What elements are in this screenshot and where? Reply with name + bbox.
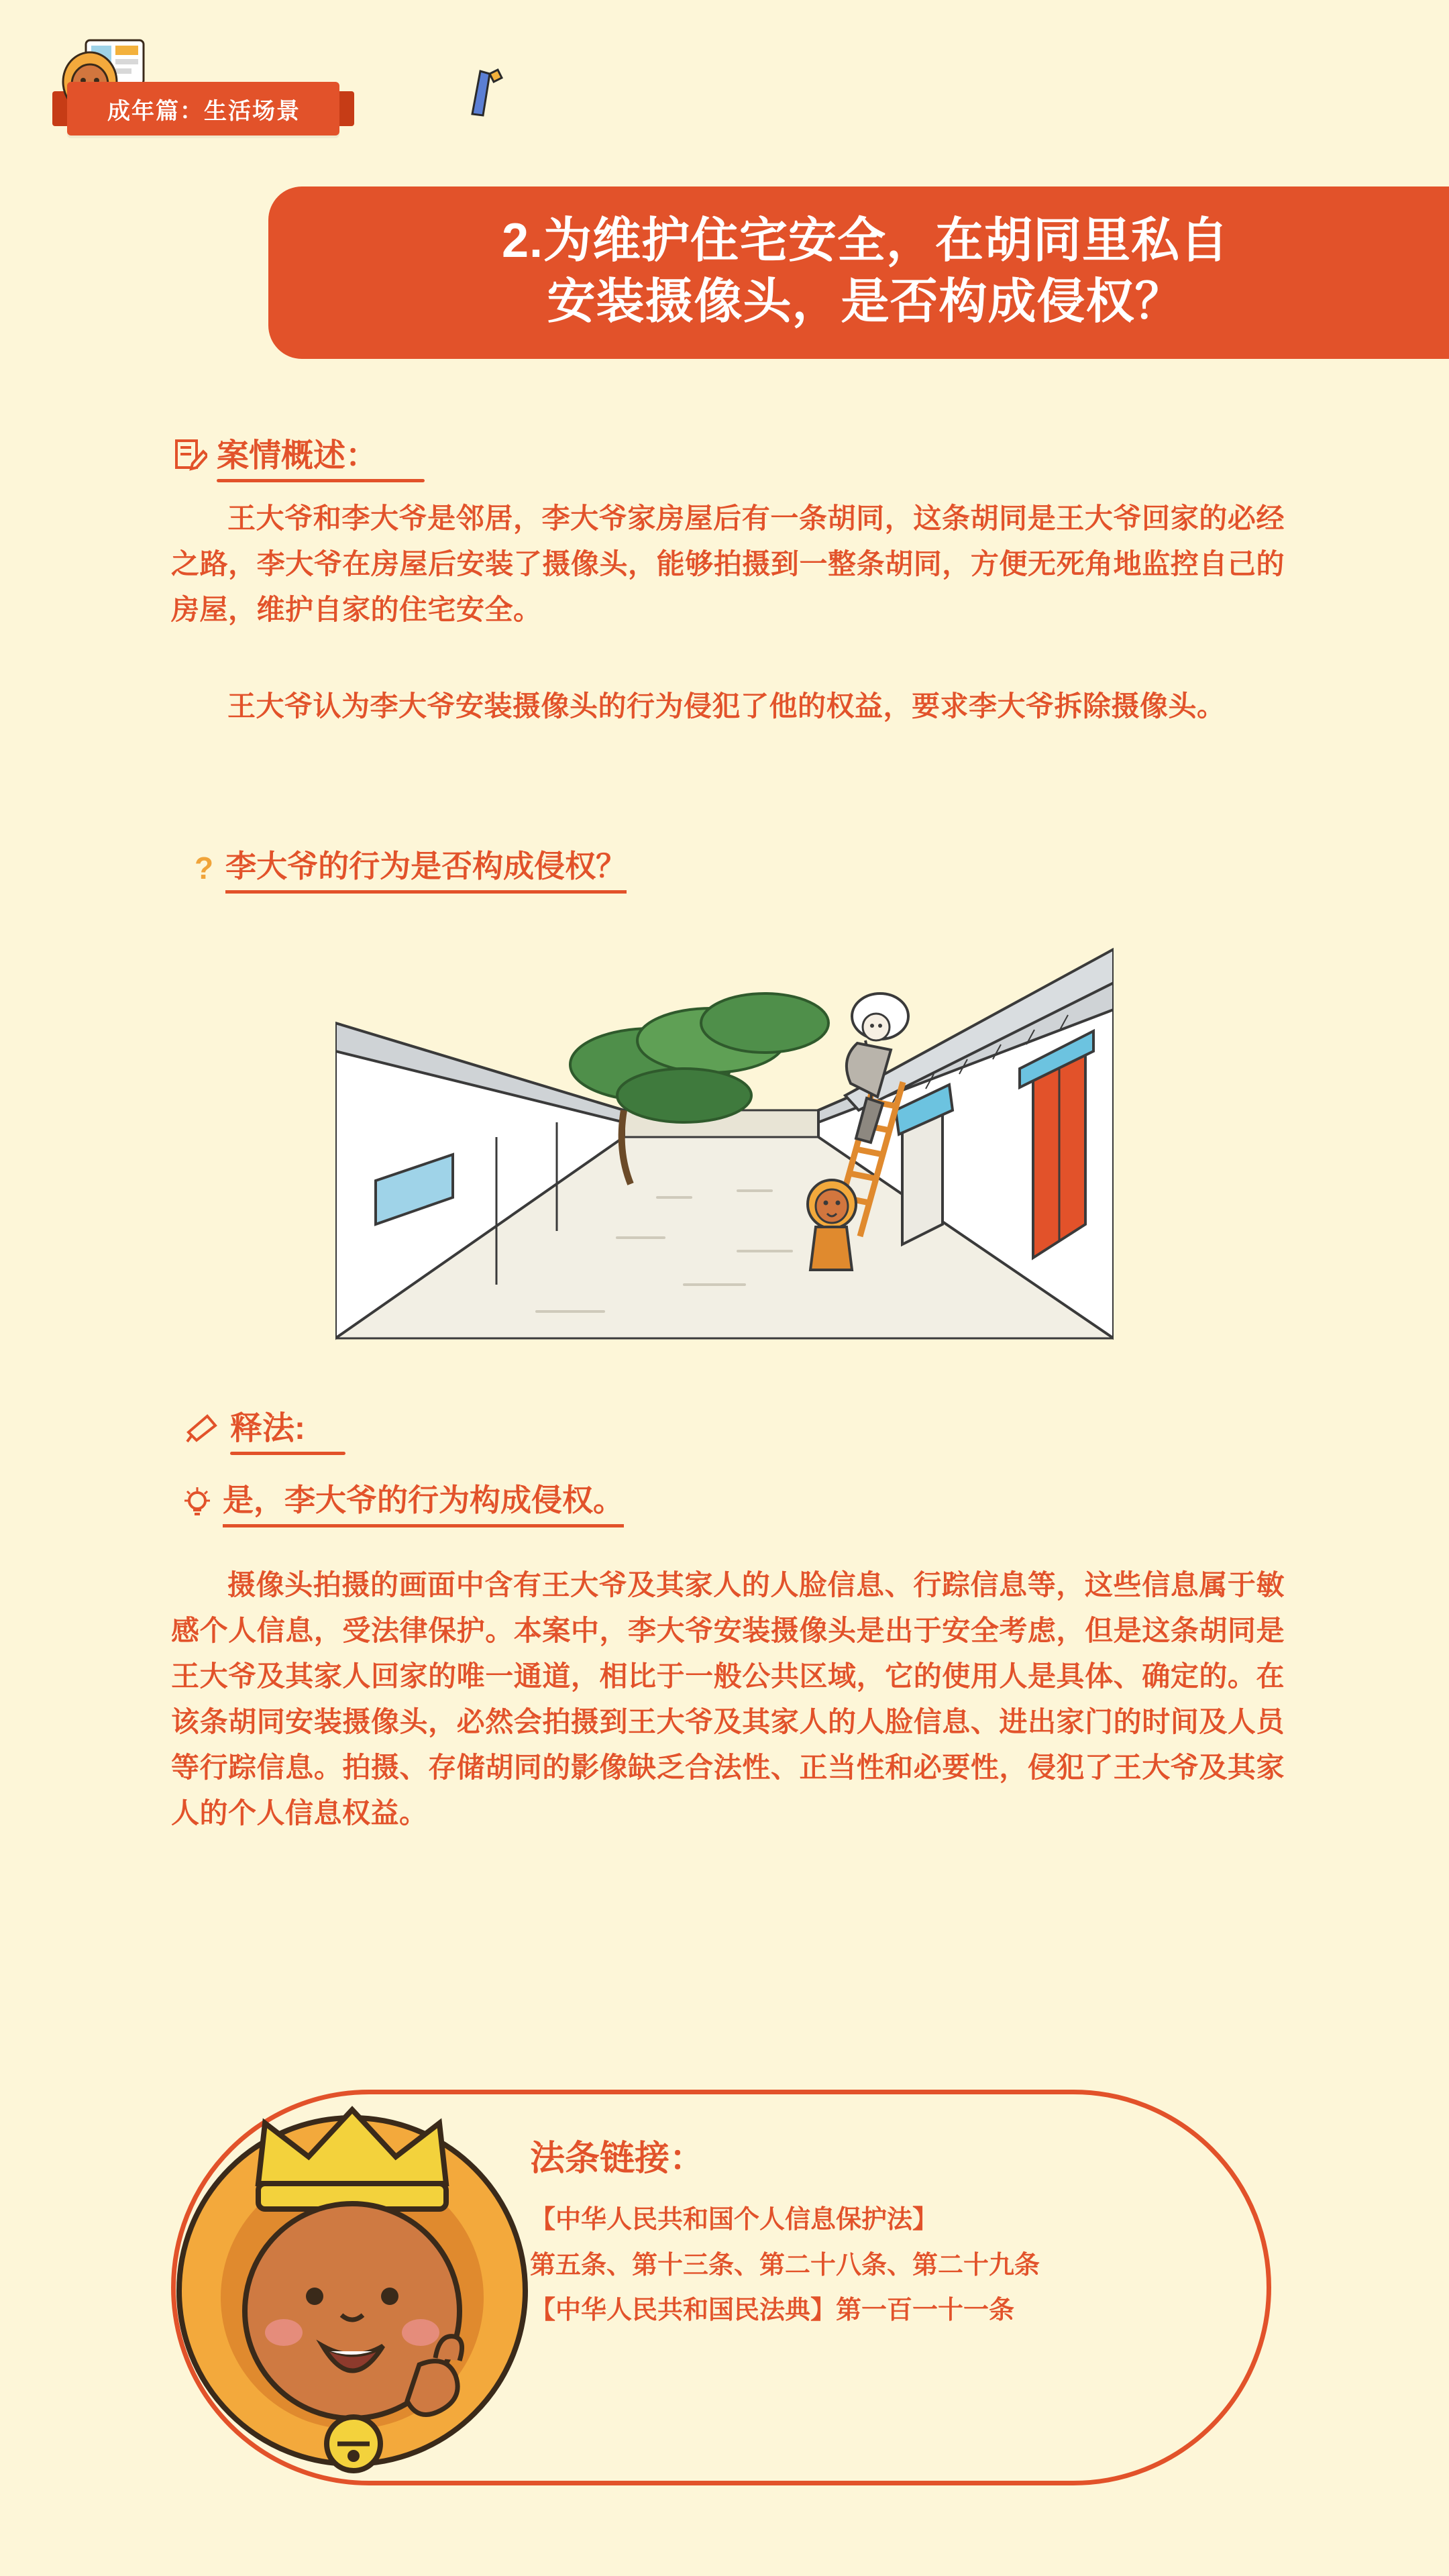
pencil-icon	[463, 64, 510, 118]
question-mark-icon: ?	[195, 850, 214, 885]
explanation-paragraph: 摄像头拍摄的画面中含有王大爷及其家人的人脸信息、行踪信息等，这些信息属于敏感个人信息，受法律保护。本案中，李大爷安装摄像头是出于安全考虑，但是这条胡同是王大爷及其家人回家的唯一通道，相比于一般公共区域，它的使用人是具体、确定的。在该条胡同安装摄像头，必然会拍摄到王大爷及其家人的人脸信息、进出家门的时间及人员等行踪信息。拍摄、存储胡同的影像缺乏合法性、正当性和必要性，侵犯了王大爷及其家人的个人信息权益。	[171, 1570, 1285, 1830]
case-summary-heading	[171, 429, 378, 480]
law-reference-line-2: 第五条、第十三条、第二十八条、第二十九条	[530, 2251, 1040, 2279]
case-summary-underline	[217, 479, 425, 482]
header-bar	[0, 0, 1449, 168]
breadcrumb	[67, 82, 339, 136]
law-reference-title: 法条链接：	[530, 2139, 705, 2178]
ribbon-label: 成年篇：生活场景	[107, 98, 301, 124]
explanation-answer	[181, 1476, 624, 1527]
explanation-underline	[230, 1452, 345, 1455]
page-title-line-1: 2.为维护住宅安全，在胡同里私自	[501, 214, 1230, 268]
case-summary-paragraph-1: 王大爷和李大爷是邻居，李大爷家房屋后有一条胡同，这条胡同是王大爷回家的必经之路，李大爷在房屋后安装了摄像头，能够拍摄到一整条胡同，方便无死角地监控自己的房屋，维护自家的住宅安全。	[171, 504, 1285, 627]
law-reference-content	[530, 2130, 1254, 2334]
document-pen-icon	[171, 437, 207, 473]
explanation-heading	[184, 1402, 305, 1452]
explanation-answer-text: 是，李大爷的行为构成侵权。	[223, 1476, 624, 1527]
case-summary-heading-text: 案情概述：	[217, 438, 378, 474]
case-question	[195, 842, 627, 894]
page-title	[268, 186, 1449, 359]
lion-king-mascot-icon	[164, 2083, 540, 2492]
explanation-heading-text: 释法:	[230, 1411, 305, 1446]
megaphone-icon	[184, 1409, 221, 1446]
law-reference-line-3: 【中华人民共和国民法典】第一百一十一条	[530, 2296, 1015, 2325]
case-question-text: 李大爷的行为是否构成侵权？	[225, 842, 627, 894]
case-summary-paragraph-2: 王大爷认为李大爷安装摄像头的行为侵犯了他的权益，要求李大爷拆除摄像头。	[227, 692, 1226, 722]
lightbulb-icon	[181, 1486, 213, 1518]
law-reference-line-1: 【中华人民共和国个人信息保护法】	[530, 2206, 938, 2234]
hutong-alley-camera-illustration	[335, 909, 1114, 1358]
page-title-line-2: 安装摄像头，是否构成侵权？	[547, 274, 1184, 329]
